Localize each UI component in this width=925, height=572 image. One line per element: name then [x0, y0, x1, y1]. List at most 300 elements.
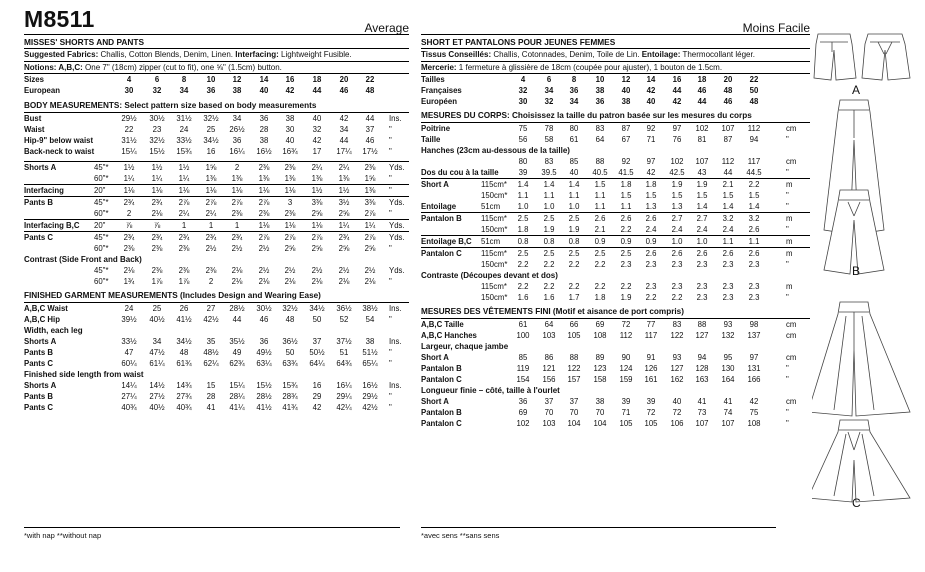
- size-row: [421, 96, 810, 107]
- size-cell: 40: [621, 86, 631, 95]
- table-cell: 1.1: [620, 202, 632, 211]
- section-title: MISSES' SHORTS AND PANTS: [24, 37, 409, 49]
- table-cell: 39.5: [541, 168, 557, 177]
- table-cell: 2.6: [748, 249, 760, 258]
- table-cell: 2⅞: [205, 198, 217, 207]
- unit-label: ": [389, 186, 392, 195]
- size-cell: 48: [723, 86, 733, 95]
- table-cell: 2.2: [543, 260, 555, 269]
- table-cell: 34: [152, 337, 162, 346]
- body-measurements-title-fr: MESURES DU CORPS: Choisissez la taille du patron basée sur les mesures du corps: [421, 110, 810, 123]
- table-cell: 26½: [229, 125, 245, 134]
- table-cell: 2⅜: [151, 244, 163, 253]
- yardage-table-fr: [421, 178, 810, 270]
- table-row: [421, 123, 810, 134]
- size-cell: 20: [723, 75, 733, 84]
- size-cell: 10: [206, 75, 216, 84]
- table-cell: 76: [672, 135, 682, 144]
- row-label: Waist: [24, 125, 45, 134]
- table-cell: 124: [619, 364, 633, 373]
- table-cell: 17½: [362, 147, 378, 156]
- table-cell: 40: [672, 397, 682, 406]
- table-cell: 117: [747, 157, 761, 166]
- table-cell: 44: [232, 315, 242, 324]
- table-cell: 127: [670, 364, 684, 373]
- view-label-b: B: [852, 264, 861, 278]
- table-cell: 88: [595, 157, 605, 166]
- table-cell: 2½: [258, 266, 270, 275]
- table-cell: 1.8: [517, 225, 529, 234]
- table-cell: 47½: [149, 348, 165, 357]
- garment-line-art: [812, 20, 922, 540]
- table-cell: 2: [234, 163, 240, 172]
- table-cell: 41: [206, 403, 216, 412]
- size-cell: 36: [595, 97, 605, 106]
- table-cell: 31½: [176, 114, 192, 123]
- table-cell: 2½: [311, 266, 323, 275]
- table-cell: 1.8: [620, 180, 632, 189]
- table-cell: 56: [518, 135, 528, 144]
- table-cell: 2⅝: [364, 244, 376, 253]
- table-cell: 32½: [149, 136, 165, 145]
- table-cell: 1⅜: [364, 186, 376, 195]
- size-cell: 36: [569, 86, 579, 95]
- table-cell: 1.0: [568, 202, 580, 211]
- unit-label: Yds.: [389, 266, 405, 275]
- table-cell: 1: [208, 221, 214, 230]
- table-row: [421, 247, 810, 259]
- table-cell: 41¾: [282, 403, 298, 412]
- unit-label: ": [786, 191, 789, 200]
- table-cell: 44: [339, 136, 349, 145]
- table-cell: 37: [569, 397, 579, 406]
- table-cell: 1: [181, 221, 187, 230]
- contrast-table-fr: [421, 281, 810, 303]
- table-cell: 2¼: [338, 163, 350, 172]
- table-cell: 1.7: [568, 293, 580, 302]
- table-row: [24, 347, 409, 358]
- fabric-width: 115cm*: [481, 282, 507, 291]
- table-cell: 28: [259, 125, 269, 134]
- table-cell: 2⅜: [178, 266, 190, 275]
- yardage-table: [24, 161, 409, 254]
- table-cell: 92: [621, 157, 631, 166]
- table-cell: 2.3: [620, 260, 632, 269]
- table-cell: 78: [544, 124, 554, 133]
- size-cell: 44: [672, 86, 682, 95]
- table-cell: 1.5: [671, 191, 683, 200]
- hanches-label: Hanches (23cm au-dessous de la taille): [421, 146, 570, 155]
- row-label: Shorts A: [24, 163, 57, 172]
- table-cell: 71: [621, 408, 631, 417]
- size-cell: 42: [285, 86, 295, 95]
- table-cell: 2⅛: [311, 277, 323, 286]
- table-cell: 33½: [176, 136, 192, 145]
- table-cell: 2⅛: [151, 209, 163, 218]
- table-cell: 1.1: [568, 191, 580, 200]
- view-label-a: A: [852, 83, 861, 97]
- table-cell: 1⅞: [151, 277, 163, 286]
- row-label: Pants B: [24, 198, 54, 207]
- table-cell: 24: [179, 125, 189, 134]
- body-measurements-table-fr: [421, 123, 810, 145]
- table-cell: 40: [285, 136, 295, 145]
- size-cell: 10: [595, 75, 605, 84]
- table-cell: 30½: [149, 114, 165, 123]
- table-cell: 16¾: [282, 147, 298, 156]
- table-cell: 2.5: [517, 214, 529, 223]
- table-cell: 2.1: [594, 225, 606, 234]
- difficulty-level: Average: [364, 21, 409, 35]
- table-cell: 25: [206, 125, 216, 134]
- table-cell: 157: [567, 375, 581, 384]
- size-cell: 48: [749, 97, 759, 106]
- views-illustration: [812, 20, 922, 540]
- table-cell: 1.5: [620, 191, 632, 200]
- size-cell: 38: [595, 86, 605, 95]
- finished-measurements-title-fr: MESURES DES VÊTEMENTS FINI (Motif et aisance de port compris): [421, 306, 810, 319]
- table-cell: 104: [593, 419, 607, 428]
- size-cell: 20: [339, 75, 349, 84]
- table-cell: ⅞: [153, 221, 161, 230]
- table-cell: 156: [542, 375, 556, 384]
- table-cell: 2⅞: [231, 198, 243, 207]
- table-cell: 1.4: [568, 180, 580, 189]
- table-cell: 2⅜: [258, 163, 270, 172]
- unit-label: ": [786, 202, 789, 211]
- table-cell: 1.1: [748, 237, 760, 246]
- size-cell: 36: [206, 86, 216, 95]
- table-cell: 40½: [149, 403, 165, 412]
- size-cell: 30: [124, 86, 134, 95]
- table-cell: 1⅛: [205, 186, 217, 195]
- table-cell: 87: [621, 124, 631, 133]
- table-cell: 40: [569, 168, 579, 177]
- table-cell: 22: [124, 125, 134, 134]
- table-cell: 1½: [123, 163, 135, 172]
- unit-label: Ins.: [389, 381, 402, 390]
- table-row: [24, 243, 409, 254]
- table-cell: 42.5: [669, 168, 685, 177]
- table-cell: 2¾: [151, 198, 163, 207]
- table-cell: 107: [695, 419, 709, 428]
- table-row: [421, 212, 810, 224]
- table-cell: 128: [695, 364, 709, 373]
- table-cell: 112: [619, 331, 633, 340]
- table-cell: 2¾: [338, 233, 350, 242]
- table-cell: 36½: [336, 304, 352, 313]
- finished-table-fr-2: [421, 352, 810, 385]
- table-cell: 23: [152, 125, 162, 134]
- table-row: [24, 303, 409, 314]
- size-cell: 12: [232, 75, 242, 84]
- table-cell: 36: [259, 337, 269, 346]
- table-cell: 64¼: [309, 359, 325, 368]
- table-cell: 97: [672, 124, 682, 133]
- unit-label: Ins.: [389, 114, 402, 123]
- size-row-label: Tailles: [421, 75, 445, 84]
- table-cell: 35: [206, 337, 216, 346]
- size-row: [421, 74, 810, 85]
- table-cell: 2¾: [123, 233, 135, 242]
- table-cell: 14¼: [121, 381, 137, 390]
- table-cell: 42: [749, 397, 759, 406]
- size-cell: 34: [569, 97, 579, 106]
- size-cell: 32: [518, 86, 528, 95]
- table-cell: 1¼: [364, 221, 376, 230]
- table-cell: 2⅛: [123, 266, 135, 275]
- table-cell: 70: [569, 408, 579, 417]
- row-label: Short A: [421, 180, 449, 189]
- table-cell: 29½: [362, 392, 378, 401]
- table-cell: 2.5: [517, 249, 529, 258]
- table-row: [24, 391, 409, 402]
- table-cell: 2.2: [517, 260, 529, 269]
- row-label: Bust: [24, 114, 42, 123]
- fabrics-line: Suggested Fabrics: Challis, Cotton Blends, Denim, Linen. Interfacing: Lightweight Fusible.: [24, 49, 409, 62]
- view-a-front-shape: [814, 34, 856, 80]
- unit-label: ": [389, 125, 392, 134]
- table-cell: 92: [646, 124, 656, 133]
- size-cell: 16: [672, 75, 682, 84]
- table-row: [421, 167, 810, 178]
- table-cell: 2.2: [748, 180, 760, 189]
- table-cell: 30½: [256, 304, 272, 313]
- table-cell: 3⅜: [311, 198, 323, 207]
- table-cell: 2¼: [178, 209, 190, 218]
- length-label-fr: Longueur finie – côté, taille à l'ourlet: [421, 386, 560, 395]
- table-cell: 2.5: [543, 214, 555, 223]
- table-cell: 2⅞: [364, 233, 376, 242]
- unit-label: cm: [786, 397, 797, 406]
- table-row: [24, 196, 409, 208]
- unit-label: Yds.: [389, 163, 405, 172]
- table-cell: 105: [619, 419, 633, 428]
- row-label: Pantalon C: [421, 249, 462, 258]
- table-cell: 1⅛: [178, 186, 190, 195]
- finished-table-2: [24, 336, 409, 369]
- table-cell: 166: [747, 375, 761, 384]
- french-column: [421, 0, 810, 429]
- row-label: A,B,C Waist: [24, 304, 68, 313]
- table-cell: 41¼: [229, 403, 245, 412]
- table-cell: 65¼: [362, 359, 378, 368]
- table-cell: 54: [365, 315, 375, 324]
- table-cell: 38½: [362, 304, 378, 313]
- table-cell: 1.0: [517, 202, 529, 211]
- unit-label: Yds.: [389, 221, 405, 230]
- table-cell: 1⅜: [258, 174, 270, 183]
- table-cell: 50: [312, 315, 322, 324]
- table-row: [24, 124, 409, 135]
- view-c-back-shape: [812, 420, 910, 502]
- table-cell: 119: [516, 364, 530, 373]
- table-cell: 2⅝: [311, 244, 323, 253]
- table-cell: 34: [232, 114, 242, 123]
- table-cell: 2⅞: [258, 198, 270, 207]
- table-cell: 137: [747, 331, 761, 340]
- table-row: [24, 402, 409, 413]
- unit-label: ": [389, 359, 392, 368]
- table-cell: 42¼: [336, 403, 352, 412]
- table-cell: 2.2: [620, 282, 632, 291]
- row-label: Entoilage B,C: [421, 237, 472, 246]
- table-cell: 2½: [205, 244, 217, 253]
- table-cell: 37: [312, 337, 322, 346]
- table-cell: 1⅜: [205, 174, 217, 183]
- table-row: [24, 146, 409, 157]
- table-cell: 2⅜: [258, 209, 270, 218]
- finished-table-fr-1: [421, 319, 810, 341]
- table-cell: 28½: [229, 304, 245, 313]
- table-cell: 48½: [203, 348, 219, 357]
- table-cell: 161: [644, 375, 658, 384]
- table-cell: 2.3: [671, 260, 683, 269]
- unit-label: ": [389, 244, 392, 253]
- table-cell: 16½: [362, 381, 378, 390]
- table-cell: 1⅛: [151, 186, 163, 195]
- contrast-table: [24, 265, 409, 287]
- unit-label: ": [786, 364, 789, 373]
- finished-table-1: [24, 303, 409, 325]
- table-cell: 117: [644, 331, 658, 340]
- table-cell: 1: [234, 221, 240, 230]
- table-cell: 49: [232, 348, 242, 357]
- table-row: [421, 352, 810, 363]
- row-label: Taille: [421, 135, 441, 144]
- table-cell: 104: [567, 419, 581, 428]
- size-cell: 34: [179, 86, 189, 95]
- table-cell: 2.2: [594, 260, 606, 269]
- row-label: Shorts A: [24, 337, 57, 346]
- table-cell: 164: [721, 375, 735, 384]
- table-cell: 1⅜: [311, 174, 323, 183]
- table-cell: 1.9: [696, 180, 708, 189]
- table-cell: 1.5: [748, 191, 760, 200]
- table-cell: 3.2: [748, 214, 760, 223]
- table-cell: 61¼: [149, 359, 165, 368]
- table-cell: 60¼: [121, 359, 137, 368]
- table-cell: 2.6: [671, 249, 683, 258]
- table-cell: 1.8: [645, 180, 657, 189]
- table-cell: 32½: [282, 304, 298, 313]
- row-label: Pantalon B: [421, 408, 462, 417]
- table-cell: 1⅜: [231, 174, 243, 183]
- unit-label: ": [389, 277, 392, 286]
- row-label: Hip-9" below waist: [24, 136, 94, 145]
- size-cell: 4: [520, 75, 526, 84]
- size-cell: 32: [152, 86, 162, 95]
- table-cell: 42½: [203, 315, 219, 324]
- table-cell: 61: [569, 135, 579, 144]
- table-cell: 1.9: [620, 293, 632, 302]
- table-cell: 27¼: [121, 392, 137, 401]
- table-cell: 131: [747, 364, 761, 373]
- unit-label: ": [389, 315, 392, 324]
- table-cell: 0.8: [543, 237, 555, 246]
- table-row: [24, 161, 409, 173]
- row-label: Pants B: [24, 392, 54, 401]
- table-cell: 72: [621, 320, 631, 329]
- table-cell: 66: [569, 320, 579, 329]
- table-cell: 2.3: [748, 293, 760, 302]
- unit-label: ": [786, 168, 789, 177]
- row-label: Poitrine: [421, 124, 451, 133]
- table-cell: 91: [646, 353, 656, 362]
- size-table-fr: [421, 74, 810, 107]
- table-cell: 58: [544, 135, 554, 144]
- table-cell: 75: [518, 124, 528, 133]
- table-cell: 107: [721, 124, 735, 133]
- table-cell: 43: [697, 168, 707, 177]
- table-cell: 15¾: [282, 381, 298, 390]
- table-cell: 2.4: [722, 225, 734, 234]
- table-cell: 2⅝: [338, 244, 350, 253]
- table-cell: 2¾: [178, 233, 190, 242]
- table-cell: 122: [567, 364, 581, 373]
- table-cell: 2: [208, 277, 214, 286]
- table-cell: 39½: [121, 315, 137, 324]
- table-cell: 1¼: [123, 174, 135, 183]
- contrast-label-fr: Contraste (Découpes devant et dos): [421, 271, 558, 280]
- table-row: [421, 259, 810, 270]
- fabric-width: 150cm*: [481, 260, 508, 269]
- table-cell: 50: [285, 348, 295, 357]
- table-cell: 127: [695, 331, 709, 340]
- table-cell: 102: [670, 157, 684, 166]
- table-cell: 2½: [338, 266, 350, 275]
- table-cell: 2.6: [594, 214, 606, 223]
- table-cell: 2.2: [594, 282, 606, 291]
- notions-line-fr: Mercerie: 1 fermeture à glissière de 18cm (coupée pour ajuster), 1 bouton de 1.5cm.: [421, 62, 810, 75]
- table-cell: 46: [365, 136, 375, 145]
- notions-line: Notions: A,B,C: One 7" (18cm) zipper (cut to fit), one ⅝" (1.5cm) button.: [24, 62, 409, 75]
- size-cell: 22: [749, 75, 759, 84]
- table-cell: 97: [749, 353, 759, 362]
- table-cell: 98: [749, 320, 759, 329]
- unit-label: ": [786, 135, 789, 144]
- unit-label: m: [786, 180, 793, 189]
- unit-label: Yds.: [389, 233, 405, 242]
- table-cell: 37½: [336, 337, 352, 346]
- table-cell: 2.3: [645, 282, 657, 291]
- row-label: Pants C: [24, 233, 54, 242]
- table-cell: 103: [542, 419, 556, 428]
- size-cell: 46: [723, 97, 733, 106]
- view-label-c: C: [852, 496, 861, 510]
- footnote-fr: *avec sens **sans sens: [421, 531, 500, 540]
- table-cell: 1.1: [543, 191, 555, 200]
- table-cell: 49½: [256, 348, 272, 357]
- unit-label: Yds.: [389, 198, 405, 207]
- table-cell: 80: [569, 124, 579, 133]
- row-label: Pants C: [24, 359, 54, 368]
- table-cell: 154: [516, 375, 530, 384]
- table-cell: 38: [285, 114, 295, 123]
- size-row: [24, 74, 409, 85]
- table-cell: 1.4: [722, 202, 734, 211]
- table-row: [24, 380, 409, 391]
- table-cell: 24: [124, 304, 134, 313]
- table-cell: 0.9: [620, 237, 632, 246]
- table-cell: 2⅛: [231, 277, 243, 286]
- table-cell: 2⅞: [311, 233, 323, 242]
- unit-label: cm: [786, 320, 797, 329]
- table-cell: 105: [567, 331, 581, 340]
- table-cell: 44.5: [746, 168, 762, 177]
- table-cell: 1.5: [594, 180, 606, 189]
- table-cell: 1½: [338, 186, 350, 195]
